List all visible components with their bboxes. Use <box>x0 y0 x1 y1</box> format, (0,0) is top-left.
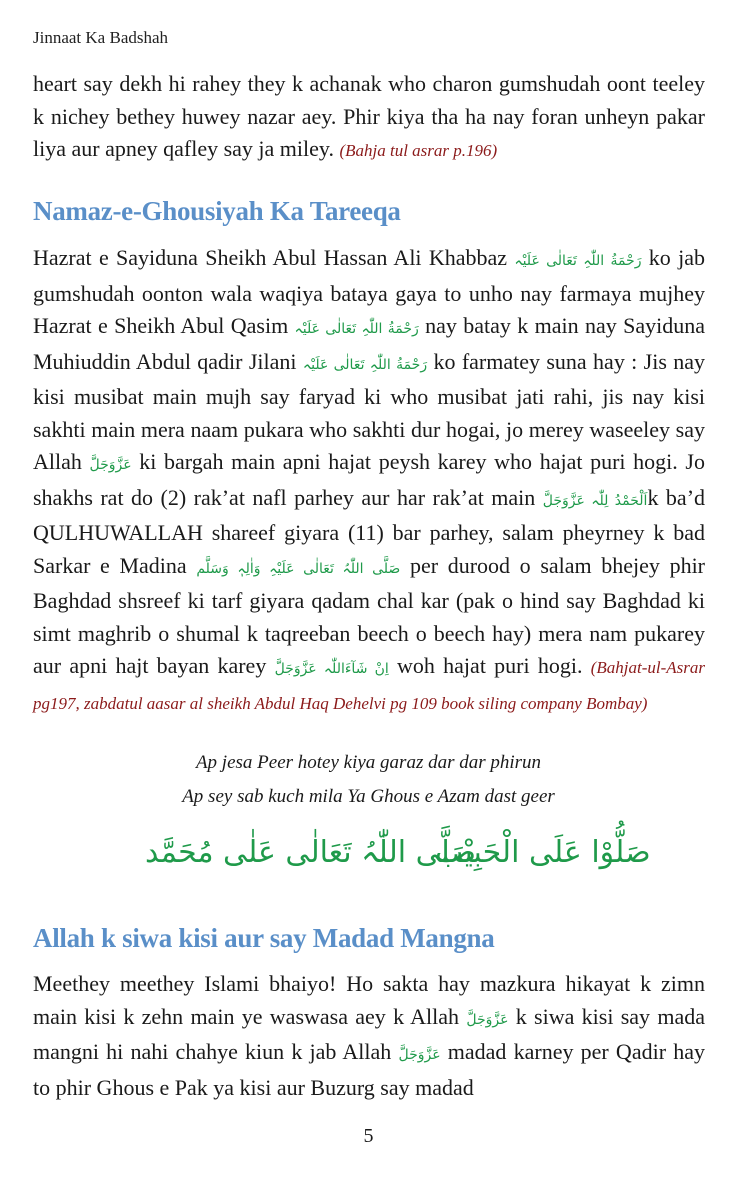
text-run: madad karney per Qadir hay to phir Ghous e Pak ya kisi aur Buzurg say madad <box>33 1039 705 1100</box>
salawat-right: صَلُّوْا عَلَی الْحَبِیْب <box>435 835 651 870</box>
reference-citation: (Bahjat-ul-Asrar pg197, zabdatul aasar al sheikh Abdul Haq Dehelvi pg 109 book siling company Bombay) <box>33 658 705 713</box>
arabic-honorific: صَلَّی اللّٰہُ تَعَالٰی عَلَیْہِ وَاٰلِہٖ وَسَلَّم <box>196 560 401 577</box>
arabic-honorific: رَحْمَةُ اللّٰہِ تَعَالٰی عَلَیْہ <box>294 321 419 337</box>
arabic-honorific: اِنْ شَآءَاللّٰہ عَزَّوَجَلَّ <box>274 661 389 677</box>
page-number: 5 <box>363 1125 374 1147</box>
text-run: woh hajat puri hogi. <box>388 653 591 678</box>
paragraph-intro <box>33 68 705 168</box>
text-run: Hazrat e Sayiduna Sheikh Abul Hassan Ali Khabbaz <box>33 245 515 270</box>
arabic-honorific: رَحْمَةُ اللّٰہِ تَعَالٰی عَلَیْہ <box>514 253 642 269</box>
text-run: ko jab gumshudah oonton wala waqiya bataya gaya to unho nay farmaya mujhey Hazrat e Sheikh Abul Qasim <box>33 245 706 338</box>
paragraph-namaz <box>33 242 705 720</box>
text-run: per durood o salam bhejey phir Baghdad shsreef ki tarf giyara qadam chal kar (pak o hind say Baghdad ki simt maghrib o shumal k taqreeban beech o beech hay) mera nam pukarey aur apni hajt bayan karey <box>33 552 706 678</box>
arabic-honorific: عَزَّوَجَلَّ <box>398 1047 441 1063</box>
section-heading-madad: Allah k siwa kisi aur say Madad Mangna <box>33 923 495 953</box>
arabic-honorific: عَزَّوَجَلَّ <box>89 457 132 473</box>
text-run: k siwa kisi say mada mangni hi nahi chahye kiun k jab Allah <box>33 1003 705 1064</box>
verse-line-1: Ap jesa Peer hotey kiya garaz dar dar phirun <box>195 752 542 773</box>
salawat-left: صَلَّی اللّٰہُ تَعَالٰی عَلٰی مُحَمَّد <box>145 835 477 870</box>
arabic-honorific: عَزَّوَجَلَّ <box>466 1011 509 1028</box>
text-run: k ba’d QULHUWALLAH shareef giyara (11) bar parhey, salam pheyrney k bad Sarkar e Madina <box>33 484 706 578</box>
running-head: Jinnaat Ka Badshah <box>33 28 169 47</box>
text-run: nay batay k main nay Sayiduna Muhiuddin Abdul qadir Jilani <box>33 313 705 374</box>
section-heading-namaz: Namaz-e-Ghousiyah Ka Tareeqa <box>33 196 401 226</box>
text-run: ko farmatey suna hay : Jis nay kisi musibat main mujh say faryad ki who musibat jati rahi, jis nay kisi sakhti main mera naam pukara who sakhti dur hogai, jo merey waseeley say Allah <box>33 348 706 474</box>
text-run: Meethey meethey Islami bhaiyo! Ho sakta hay mazkura hikayat k zimn main kisi k zehn main ye waswasa aey k Allah <box>33 971 705 1029</box>
paragraph-madad <box>33 968 705 1104</box>
salawat-calligraphy <box>0 835 737 895</box>
paragraph-text: heart say dekh hi rahey they k achanak who charon gumshudah oont teeley k nichey bethey huwey nazar aey. Phir kiya tha ha nay foran unheyn pakar liya aur apney qafley say ja miley. <box>33 71 705 161</box>
verse-line-2: Ap sey sab kuch mila Ya Ghous e Azam dast geer <box>182 786 555 807</box>
reference-citation: (Bahja tul asrar p.196) <box>339 141 498 160</box>
arabic-honorific: اَلْحَمْدُ لِلّٰہ عَزَّوَجَلَّ <box>542 492 648 509</box>
arabic-honorific: رَحْمَةُ اللّٰہِ تَعَالٰی عَلَیْہ <box>302 356 428 373</box>
text-run: ki bargah main apni hajat peysh karey who hajat puri hogi. Jo shakhs rat do (2) rak’at nafl parhey aur har rak’at main <box>33 449 705 510</box>
